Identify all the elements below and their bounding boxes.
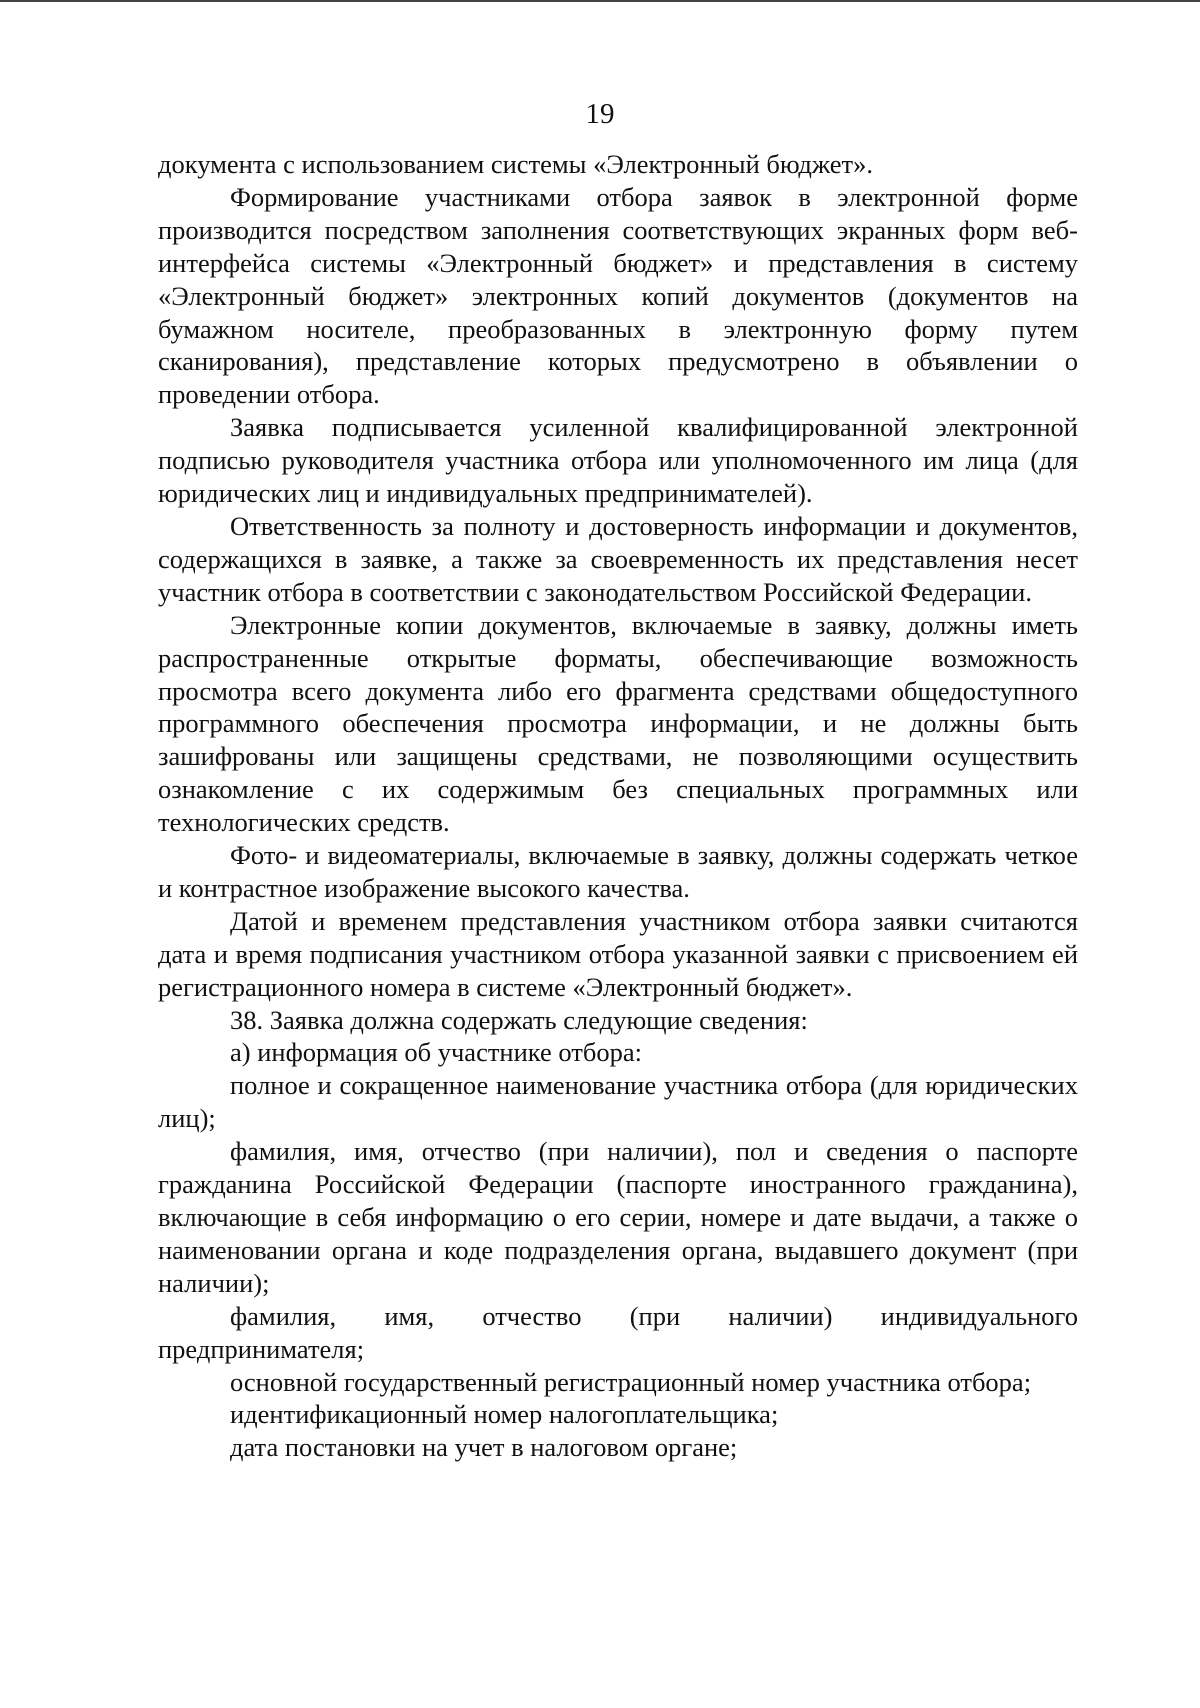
paragraph-application-signing: Заявка подписывается усиленной квалифицированной электронной подписью руководителя участника отбора или уполномоченного им лица (для юридических лиц и индивидуальных предпринимателей). — [158, 412, 1078, 509]
paragraph-continuation: документа с использованием системы «Электронный бюджет». — [158, 149, 873, 179]
list-item-inn: идентификационный номер налогоплательщика; — [230, 1399, 779, 1430]
paragraph-section-38: 38. Заявка должна содержать следующие сведения: — [230, 1004, 808, 1035]
document-body — [158, 148, 1078, 1464]
page-top-border — [0, 0, 1200, 2]
list-item-full-name: полное и сокращенное наименование участника отбора (для юридических лиц); — [158, 1070, 1078, 1134]
list-item-passport-info: фамилия, имя, отчество (при наличии), пол и сведения о паспорте гражданина Российской Федерации (паспорте иностранного гражданина), включающие в себя информацию о его серии, номере и дате выдачи, а также о наименовании органа и коде подразделения органа, выдавшего документ (при наличии); — [158, 1136, 1078, 1298]
paragraph-electronic-copies: Электронные копии документов, включаемые в заявку, должны иметь распространенные открытые форматы, обеспечивающие возможность просмотра всего документа либо его фрагмента средствами общедоступного программного обеспечения просмотра информации, и не должны быть зашифрованы или защищены средствами, не позволяющими осуществить ознакомление с их содержимым без специальных программных или технологических средств. — [158, 609, 1078, 838]
paragraph-submission-date: Датой и временем представления участником отбора заявки считаются дата и время подписания участником отбора указанной заявки с присвоением ей регистрационного номера в системе «Электронный бюджет». — [158, 905, 1078, 1002]
paragraph-item-a: а) информация об участнике отбора: — [230, 1037, 642, 1068]
page-number: 19 — [585, 98, 615, 130]
list-item-entrepreneur-name: фамилия, имя, отчество (при наличии) индивидуального предпринимателя; — [158, 1300, 1078, 1364]
paragraph-photo-video: Фото- и видеоматериалы, включаемые в заявку, должны содержать четкое и контрастное изображение высокого качества. — [158, 840, 1078, 903]
list-item-tax-registration-date: дата постановки на учет в налоговом органе; — [230, 1432, 738, 1463]
paragraph-responsibility: Ответственность за полноту и достоверность информации и документов, содержащихся в заявке, а также за своевременность их представления несет участник отбора в соответствии с законодательством Российской Федерации. — [158, 510, 1078, 607]
list-item-ogrn: основной государственный регистрационный номер участника отбора; — [230, 1366, 1032, 1397]
paragraph-application-forming: Формирование участниками отбора заявок в электронной форме производится посредством заполнения соответствующих экранных форм веб-интерфейса системы «Электронный бюджет» и представления в систему «Электронный бюджет» электронных копий документов (документов на бумажном носителе, преобразованных в электронную форму путем сканирования), представление которых предусмотрено в объявлении о проведении отбора. — [158, 181, 1078, 410]
